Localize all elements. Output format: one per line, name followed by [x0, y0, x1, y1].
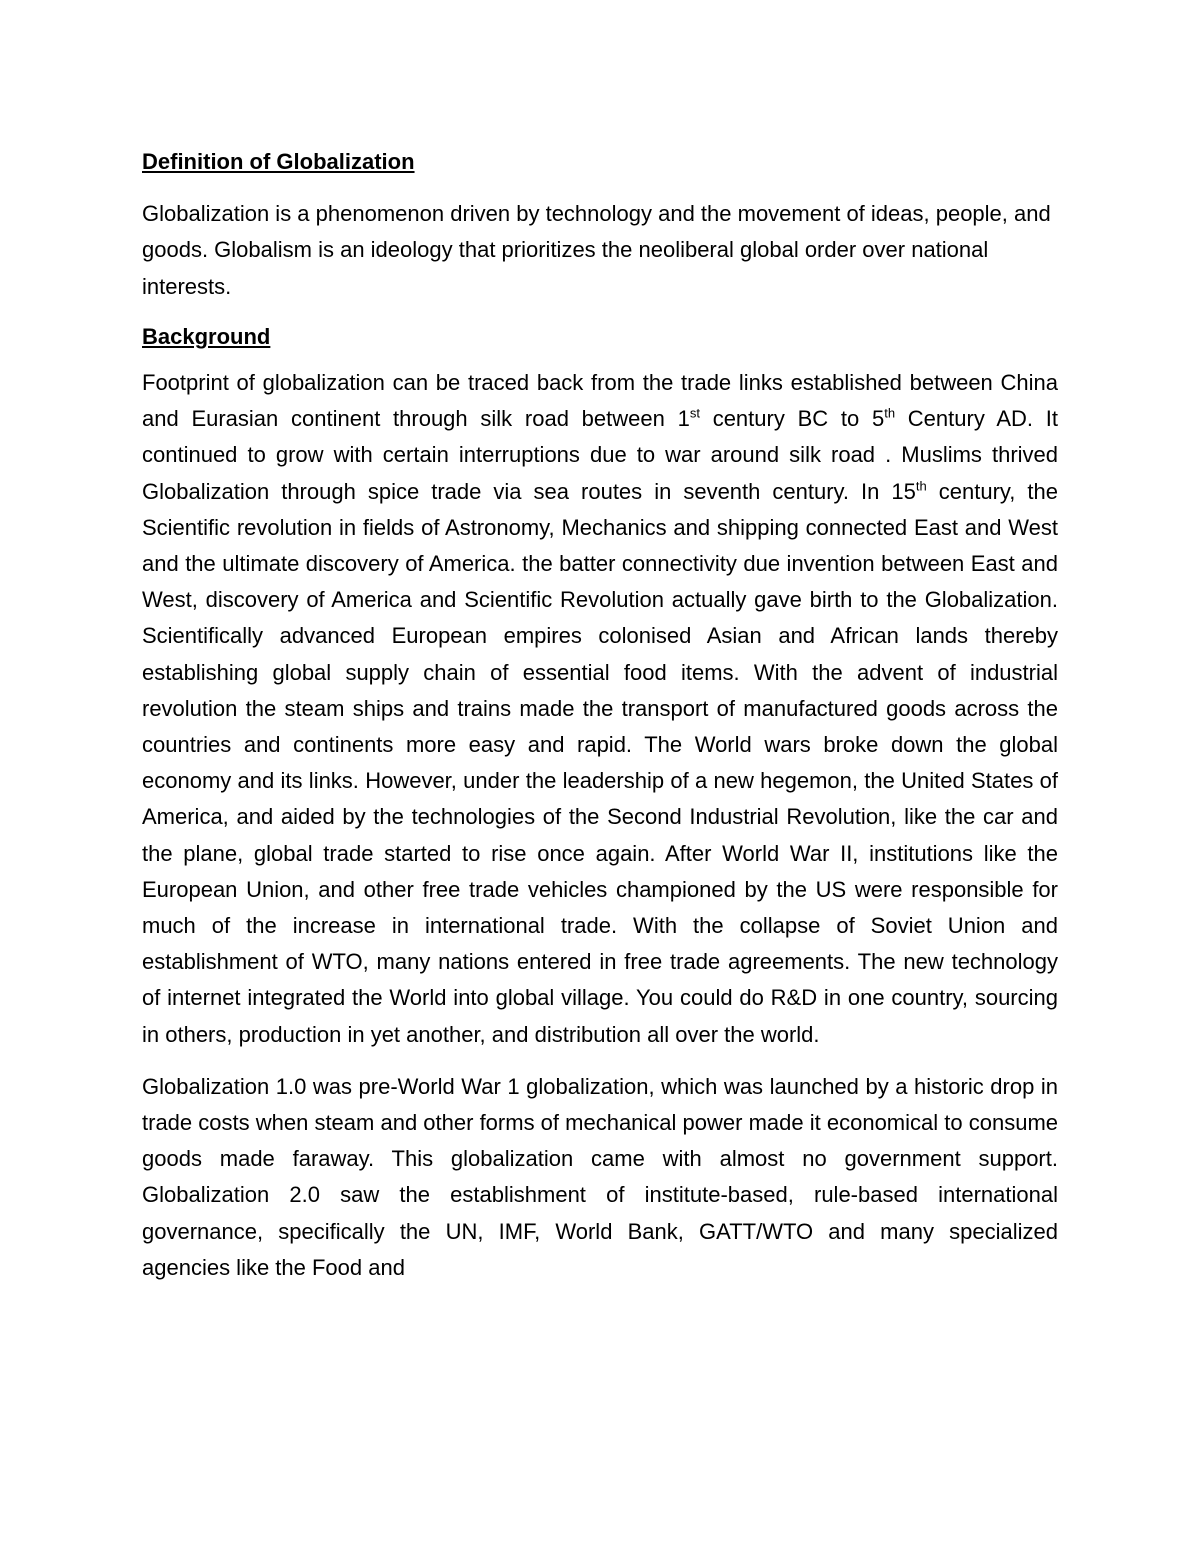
paragraph-definition: Globalization is a phenomenon driven by technology and the movement of ideas, people, and goods. Globalism is an ideology that prioritizes the neoliberal global order over national interests. [142, 201, 1051, 299]
superscript-th-5: th [884, 405, 896, 421]
background-text-part4: century, the Scientific revolution in fields of Astronomy, Mechanics and shipping connected East and West and the ultimate discovery of America. the batter connectivity due invention between East and West, discovery of America and Scientific Revolution actually gave birth to the Globalization. Scientifically advanced European empires colonised Asian and African lands thereby establishing global supply chain of essential food items. With the advent of industrial revolution the steam ships and trains made the transport of manufactured goods across the countries and continents more easy and rapid. The World wars broke down the global economy and its links. However, under the leadership of a new hegemon, the United States of America, and aided by the technologies of the Second Industrial Revolution, like the car and the plane, global trade started to rise once again. After World War II, institutions like the European Union, and other free trade vehicles championed by the US were responsible for much of the increase in international trade. With the collapse of Soviet Union and establishment of WTO, many nations entered in free trade agreements. The new technology of internet integrated the World into global village. You could do R&D in one country, sourcing in others, production in yet another, and distribution all over the world. [142, 478, 1058, 1047]
heading-background: Background [142, 323, 271, 349]
superscript-th-15: th [915, 478, 927, 494]
paragraph-background [142, 365, 1058, 1053]
superscript-st: st [689, 405, 700, 421]
document-body [142, 144, 1058, 1286]
background-text-part2: century BC to 5 [699, 406, 885, 432]
background-text-part3: Century AD. It continued to grow with certain interruptions due to war around silk road . Muslims thrived Globalization through spice trade via sea routes in seventh century. In 15 [142, 406, 1058, 504]
paragraph-globalization-versions: Globalization 1.0 was pre-World War 1 globalization, which was launched by a historic drop in trade costs when steam and other forms of mechanical power made it economical to consume goods made faraway. This globalization came with almost no government support. Globalization 2.0 saw the establishment of institute-based, rule-based international governance, specifically the UN, IMF, World Bank, GATT/WTO and many specialized agencies like the Food and [142, 1073, 1058, 1280]
background-text-part1: Footprint of globalization can be traced back from the trade links established between China and Eurasian continent through silk road between 1 [142, 370, 1058, 432]
heading-definition: Definition of Globalization [142, 149, 415, 174]
